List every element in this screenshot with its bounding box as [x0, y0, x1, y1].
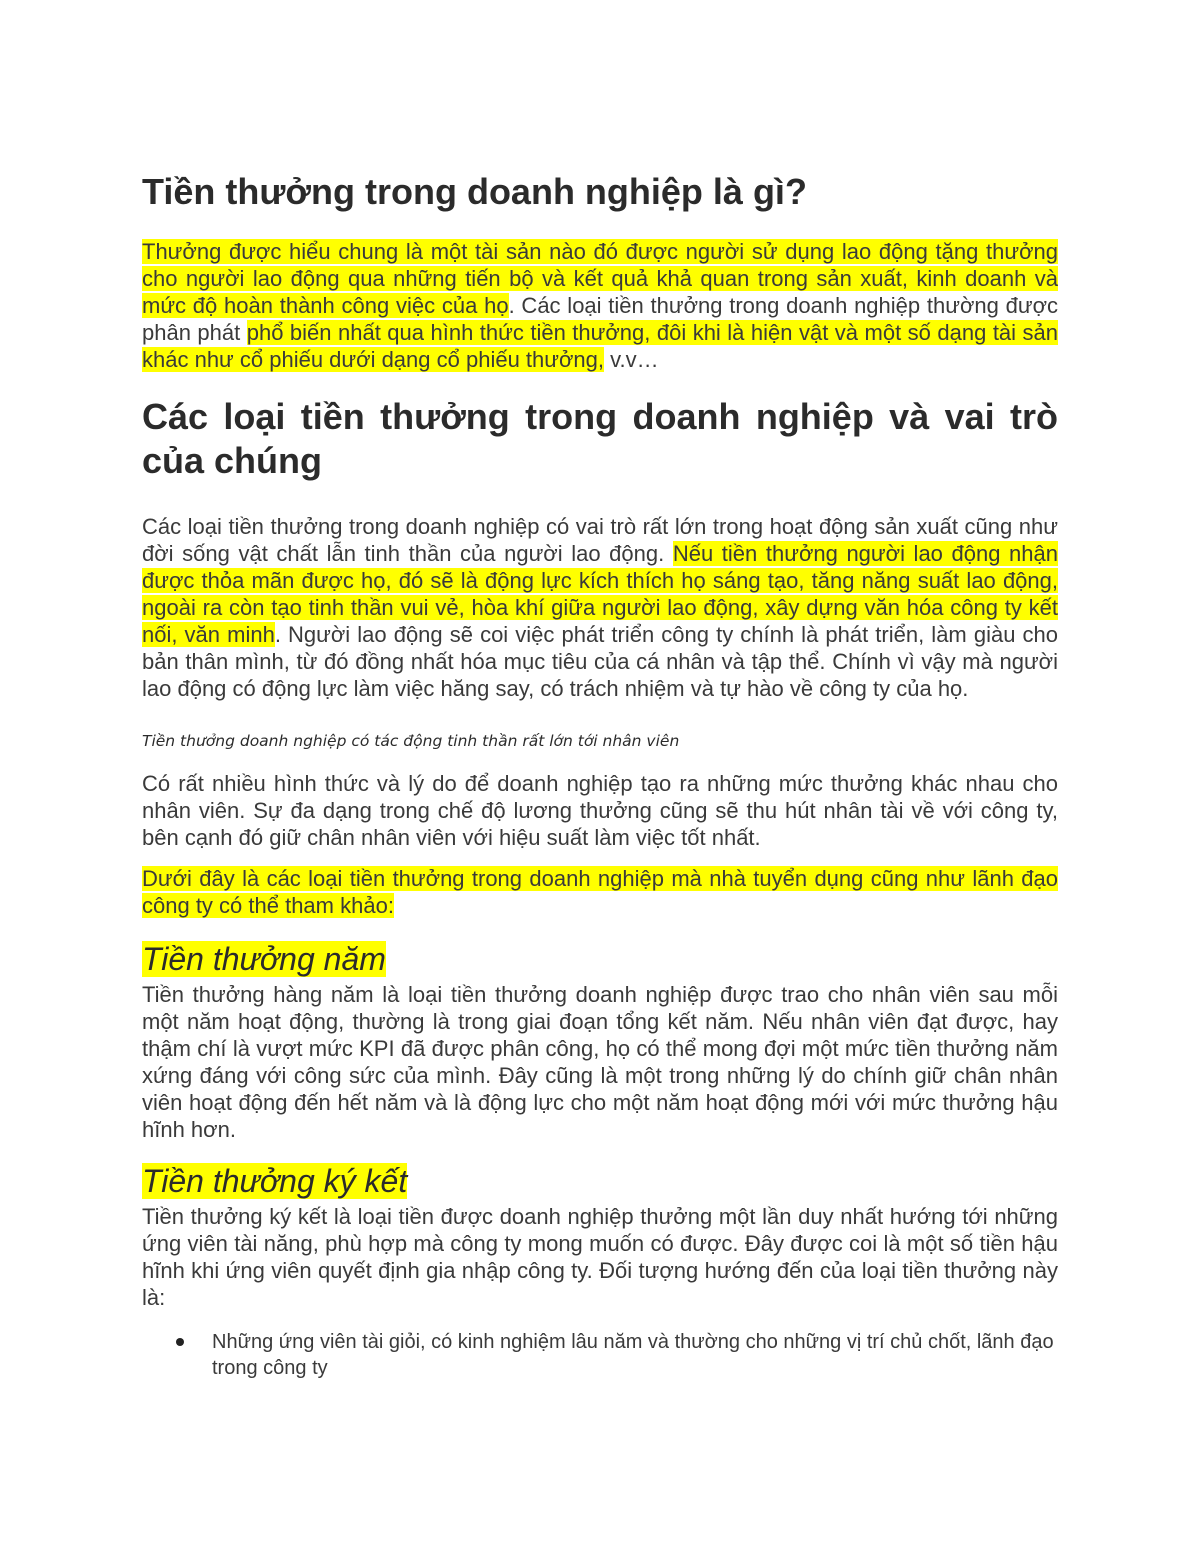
- subheading-annual-bonus: [142, 939, 1058, 979]
- forms-paragraph: Có rất nhiều hình thức và lý do để doanh nghiệp tạo ra những mức thưởng khác nhau cho nhân viên. Sự đa dạng trong chế độ lương thưởng cũng sẽ thu hút nhân tài về với công ty, bên cạnh đó giữ chân nhân viên với hiệu suất làm việc tốt nhất.: [142, 771, 1058, 850]
- paragraph-text: Các loại tiền thưởng trong doanh nghiệp có vai trò rất lớn trong hoạt động sản xuất cũng như đời sống vật chất lẫn tinh thần của người lao động: [142, 514, 1058, 566]
- roles-paragraph: [142, 513, 1058, 702]
- highlighted-text: phổ biến nhất qua hình thức tiền thưởng, đôi khi là hiện vật và một số dạng tài sản khác như cổ phiếu dưới dạng cổ phiếu thưởng,: [142, 320, 1059, 372]
- bullet-icon: [176, 1338, 184, 1346]
- highlighted-text: Thưởng được hiểu chung là một tài sản nào đó được người sử dụng lao động tặng thưởng cho người lao động qua những tiến bộ và kết quả khả quan trong sản xuất, kinh doanh và mức độ hoàn thành công việc của họ: [142, 239, 1058, 318]
- subheading-text: Tiền thưởng ký kết: [142, 1163, 408, 1199]
- document-page: [142, 166, 1058, 1381]
- page-title: Tiền thưởng trong doanh nghiệp là gì?: [142, 171, 807, 212]
- list-intro-paragraph: [142, 865, 1058, 919]
- subheading-text: Tiền thưởng năm: [142, 941, 386, 977]
- section-heading: Các loại tiền thưởng trong doanh nghiệp và vai trò của chúng: [142, 396, 1058, 481]
- signing-bonus-paragraph: Tiền thưởng ký kết là loại tiền được doanh nghiệp thưởng một lần duy nhất hướng tới những ứng viên tài năng, phù hợp mà công ty mong muốn có được. Đây được coi là một số tiền hậu hĩnh khi ứng viên quyết định gia nhập công ty. Đối tượng hướng đến của loại tiền thưởng này là:: [142, 1204, 1058, 1310]
- list-item-text: Những ứng viên tài giỏi, có kinh nghiệm lâu năm và thường cho những vị trí chủ chốt, lãnh đạo trong công ty: [212, 1331, 1054, 1379]
- list-item: [142, 1329, 1058, 1381]
- highlighted-text: Dưới đây là các loại tiền thưởng trong doanh nghiệp mà nhà tuyển dụng cũng như lãnh đạo công ty có thể tham khảo:: [142, 866, 1058, 918]
- bullet-list: [142, 1329, 1058, 1381]
- paragraph-text: v.v…: [604, 347, 659, 372]
- paragraph-text: . Người lao động sẽ coi việc phát triển công ty chính là phát triển, làm giàu cho bản thân mình, từ đó đồng nhất hóa mục tiêu của cá nhân và tập thể. Chính vì vậy mà người lao động có động lực làm việc hăng say, có trách nhiệm và tự hào về công ty của họ.: [142, 622, 1058, 701]
- annual-bonus-paragraph: Tiền thưởng hàng năm là loại tiền thưởng doanh nghiệp được trao cho nhân viên sau mỗi một năm hoạt động, thường là trong giai đoạn tổng kết năm. Nếu nhân viên đạt được, hay thậm chí là vượt mức KPI đã được phân công, họ có thể mong đợi một mức tiền thưởng năm xứng đáng với công sức của mình. Đây cũng là một trong những lý do chính giữ chân nhân viên hoạt động đến hết năm và là động lực cho một năm hoạt động mới với mức thưởng hậu hĩnh hơn.: [142, 982, 1058, 1142]
- highlighted-text: Nếu tiền thưởng người lao động nhận được thỏa mãn được họ, đó sẽ là động lực kích thích họ sáng tạo, tăng năng suất lao động, ngoài ra còn tạo tinh thần vui vẻ, hòa khí giữa người lao động, xây dựng văn hóa công ty kết nối, văn minh: [142, 541, 1058, 647]
- paragraph-text: .: [658, 541, 673, 566]
- subheading-signing-bonus: [142, 1161, 1058, 1201]
- image-caption: Tiền thưởng doanh nghiệp có tác động tinh thần rất lớn tới nhân viên: [142, 732, 680, 750]
- intro-paragraph: [142, 238, 1058, 373]
- paragraph-text: . Các loại tiền thưởng trong doanh nghiệp thường được phân phát: [142, 293, 1059, 345]
- paragraph-spacer: [142, 851, 1058, 865]
